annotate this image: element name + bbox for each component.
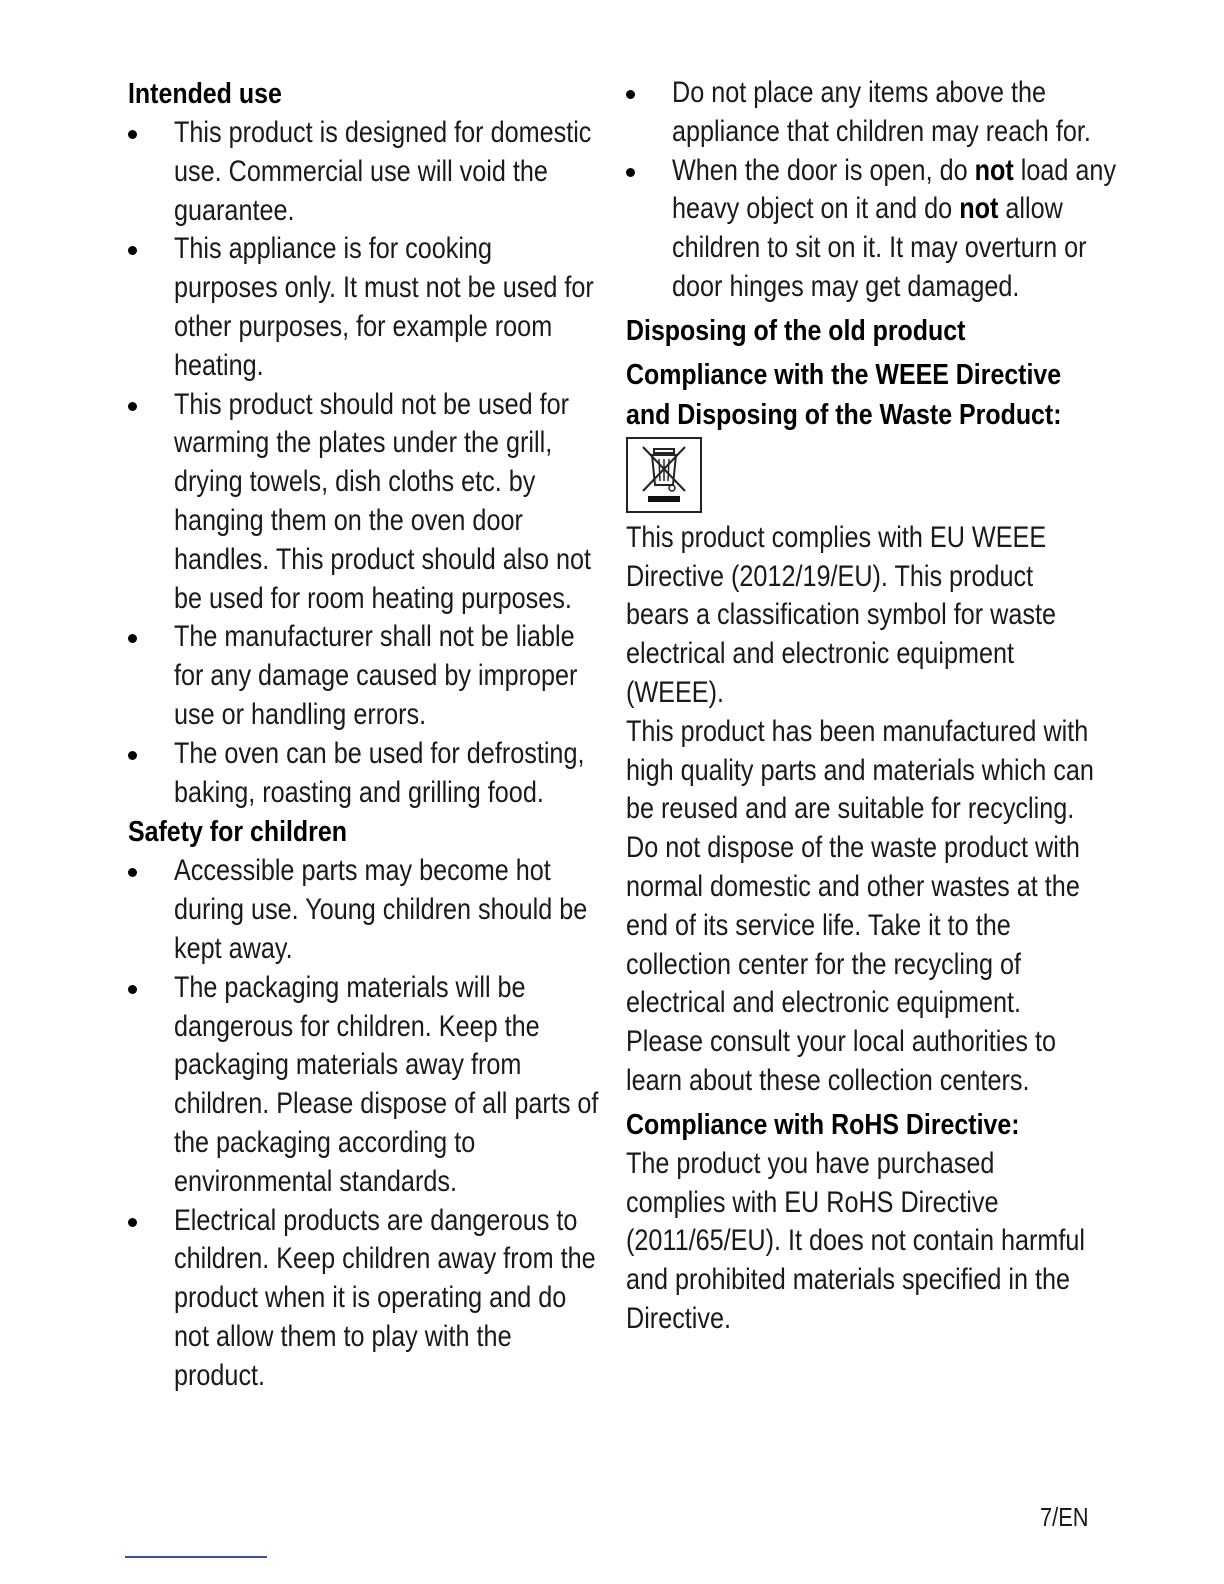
bullet-icon — [128, 868, 137, 877]
weee-paragraph-2: This product has been manufactured with high quality parts and materials which can be reused and are suitable for recycling. Do not dispose of the waste product with normal domestic and other wastes at the end of its service life. Take it to the collection center for the recycling of electrical and electronic equipment. Please consult your local authorities to learn about these collection centers. — [626, 714, 1094, 1097]
bullet-icon — [128, 634, 137, 643]
bullet-icon — [128, 1218, 137, 1227]
list-item: The oven can be used for defrosting, baking, roasting and grilling food. — [128, 735, 603, 813]
page-number: 7/EN — [1040, 1502, 1089, 1532]
bottom-divider — [125, 1556, 267, 1558]
intended-use-list — [128, 114, 603, 812]
list-item: This product is designed for domestic use. Commercial use will void the guarantee. — [128, 114, 603, 230]
safety-children-list — [128, 852, 603, 1395]
intended-use-heading: Intended use — [128, 78, 282, 110]
crossed-out-wheelie-bin-icon — [635, 443, 693, 507]
disposing-heading: Disposing of the old product — [626, 314, 966, 347]
rohs-heading: Compliance with RoHS Directive: — [626, 1108, 1020, 1141]
list-item: This product should not be used for warming the plates under the grill, drying towels, dish cloths etc. by hanging them on the oven door handles. This product should also not be used for room heating purposes. — [128, 386, 603, 619]
list-item: When the door is open, do not load any heavy object on it and do not allow children to sit on it. It may overturn or door hinges may get damaged. — [626, 152, 1096, 307]
left-column — [128, 74, 603, 1396]
list-item: The manufacturer shall not be liable for any damage caused by improper use or handling errors. — [128, 618, 603, 734]
safety-children-heading: Safety for children — [128, 816, 347, 849]
list-item: The packaging materials will be dangerous for children. Keep the packaging materials away from children. Please dispose of all parts of the packaging according to environmental standards. — [128, 969, 603, 1202]
bullet-icon — [128, 402, 137, 411]
bullet-icon — [626, 90, 635, 99]
bullet-icon — [128, 130, 137, 139]
bullet-icon — [128, 985, 137, 994]
list-item: Accessible parts may become hot during use. Young children should be kept away. — [128, 852, 603, 968]
rohs-paragraph: The product you have purchased complies with EU RoHS Directive (2011/65/EU). It does not contain harmful and prohibited materials specified in the Directive. — [626, 1146, 1085, 1335]
weee-heading: Compliance with the WEEE Directive and Disposing of the Waste Product: — [626, 358, 1062, 431]
bullet-icon — [128, 246, 137, 255]
bullet-icon — [626, 168, 635, 177]
weee-paragraph-1: This product complies with EU WEEE Directive (2012/19/EU). This product bears a classification symbol for waste electrical and electronic equipment (WEEE). — [626, 520, 1056, 709]
right-column — [626, 74, 1117, 1339]
list-item: Electrical products are dangerous to children. Keep children away from the product when it is operating and do not allow them to play with the product. — [128, 1202, 603, 1396]
list-item: This appliance is for cooking purposes only. It must not be used for other purposes, for example room heating. — [128, 230, 603, 385]
bullet-icon — [128, 751, 137, 760]
children-safety-continued-list — [626, 74, 1117, 307]
list-item: Do not place any items above the appliance that children may reach for. — [626, 74, 1096, 152]
weee-bin-icon — [626, 437, 702, 513]
